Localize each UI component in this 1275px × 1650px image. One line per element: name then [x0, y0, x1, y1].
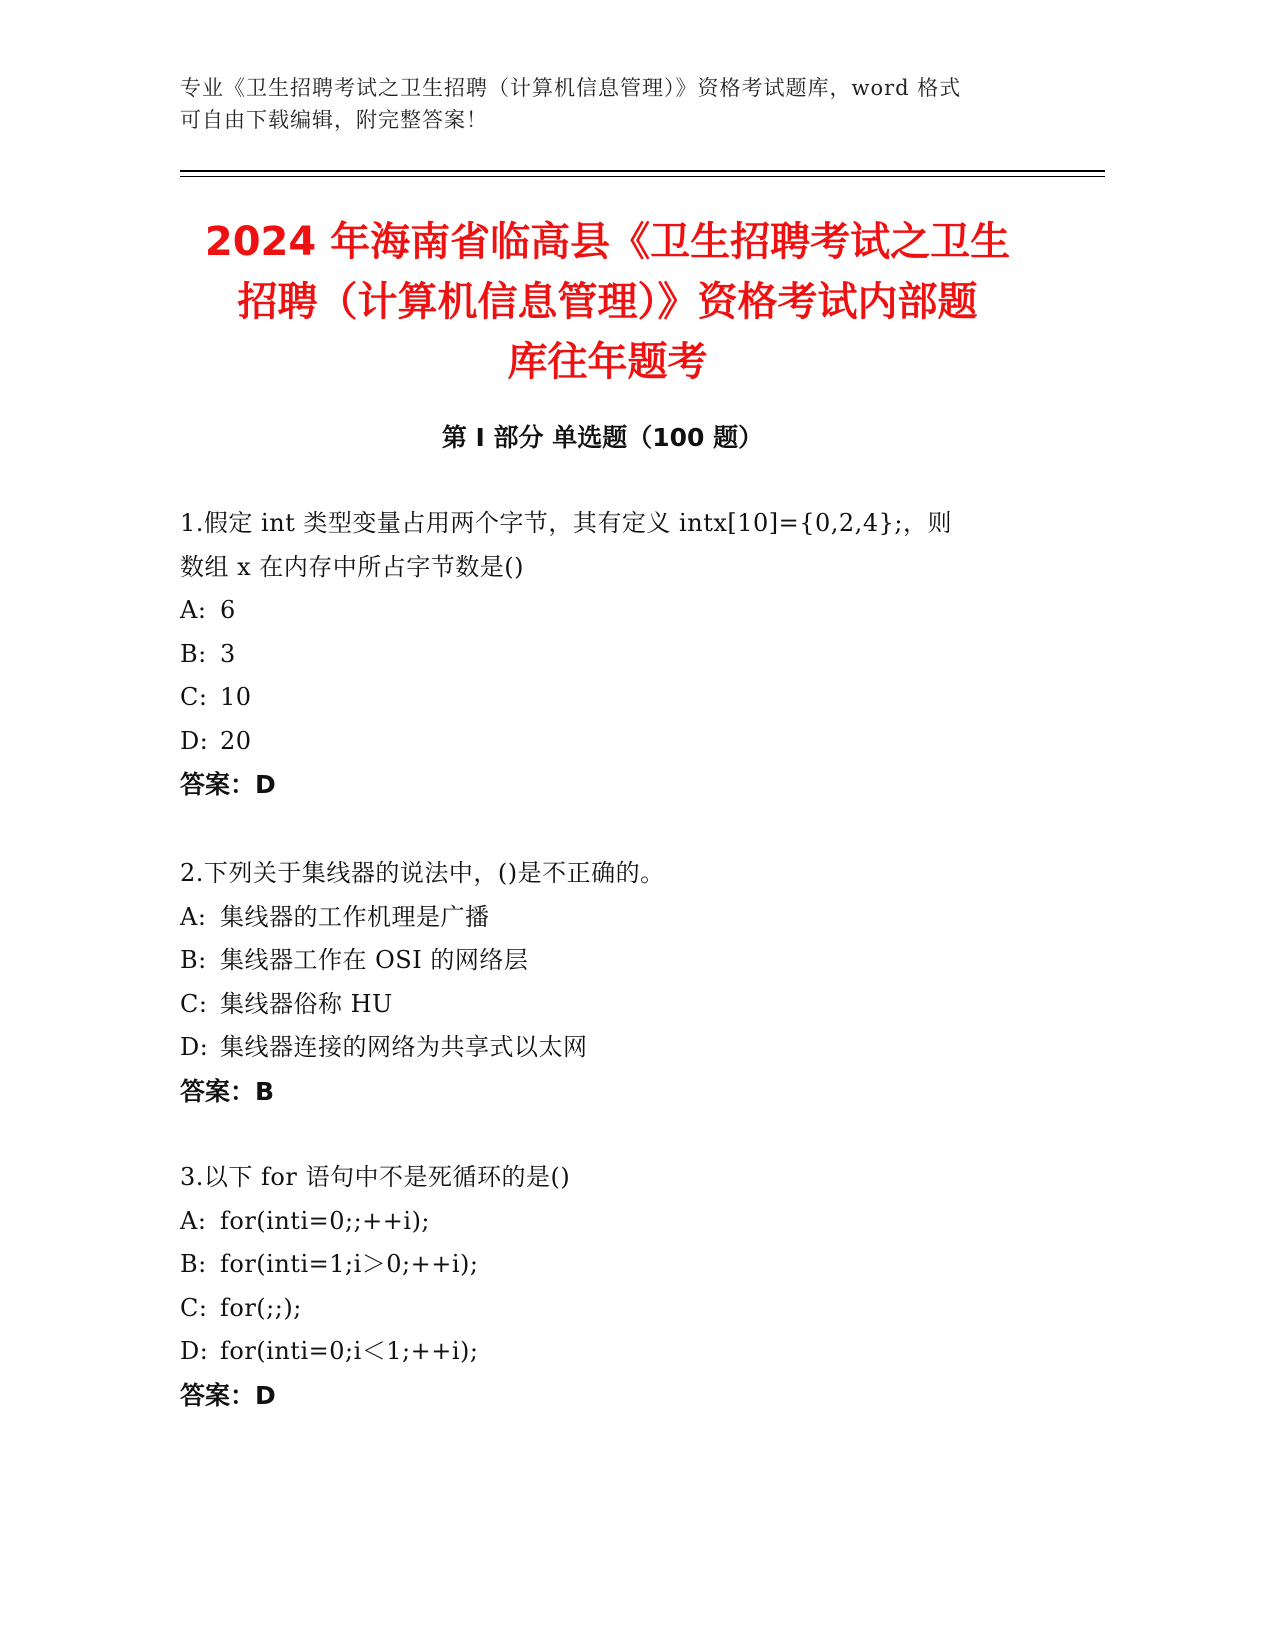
- option-key: D:: [180, 1033, 209, 1061]
- option-b: [180, 939, 1060, 983]
- header-note-line-2: 可自由下载编辑，附完整答案！: [180, 108, 488, 132]
- option-text: for(inti=0;i＜1;++i);: [220, 1337, 479, 1365]
- option-c: [180, 676, 1060, 720]
- question-stem-line: 3.以下 for 语句中不是死循环的是(): [180, 1163, 571, 1191]
- option-c: [180, 1287, 1060, 1331]
- header-divider-thin: [180, 176, 1105, 177]
- option-key: D:: [180, 1337, 209, 1365]
- option-d: [180, 1330, 1060, 1374]
- option-text: 集线器的工作机理是广播: [220, 902, 490, 931]
- answer: 答案：D: [180, 1380, 276, 1410]
- option-text: 集线器俗称 HU: [220, 989, 393, 1018]
- title-line-1: 2024 年海南省临高县《卫生招聘考试之卫生: [204, 219, 1011, 265]
- title-line-3: 库往年题考: [507, 339, 708, 385]
- option-a: [180, 896, 1060, 940]
- option-a: [180, 589, 1060, 633]
- option-text: for(inti=0;;++i);: [220, 1206, 431, 1235]
- question-2: [180, 852, 1060, 1113]
- question-1: [180, 502, 1060, 807]
- option-text: 20: [220, 726, 252, 755]
- question-3: [180, 1156, 1060, 1417]
- option-b: [180, 1243, 1060, 1287]
- option-d: [180, 1026, 1060, 1070]
- option-a: [180, 1200, 1060, 1244]
- option-text: for(inti=1;i＞0;++i);: [220, 1250, 479, 1278]
- header-note: [180, 72, 1060, 136]
- option-key: B:: [180, 639, 207, 668]
- header-note-line-1: 专业《卫生招聘考试之卫生招聘（计算机信息管理）》资格考试题库，word 格式: [180, 76, 962, 100]
- question-stem-line: 1.假定 int 类型变量占用两个字节，其有定义 intx[10]={0,2,4};，则: [180, 509, 952, 537]
- option-key: D:: [180, 726, 209, 755]
- option-text: for(;;);: [220, 1293, 302, 1322]
- option-b: [180, 633, 1060, 677]
- question-stem-line: 数组 x 在内存中所占字节数是(): [180, 552, 525, 581]
- answer: 答案：B: [180, 1076, 275, 1106]
- option-d: [180, 720, 1060, 764]
- section-title: 第 I 部分 单选题（100 题）: [441, 423, 764, 452]
- option-c: [180, 983, 1060, 1027]
- option-key: C:: [180, 1293, 208, 1322]
- option-key: C:: [180, 683, 208, 711]
- option-text: 3: [220, 639, 236, 668]
- option-text: 6: [220, 596, 236, 624]
- option-text: 集线器连接的网络为共享式以太网: [220, 1033, 588, 1061]
- option-text: 集线器工作在 OSI 的网络层: [220, 946, 529, 974]
- option-key: B:: [180, 1250, 207, 1278]
- option-key: A:: [180, 596, 207, 624]
- option-text: 10: [220, 683, 252, 711]
- answer: 答案：D: [180, 770, 276, 799]
- title-line-2: 招聘（计算机信息管理）》资格考试内部题: [237, 279, 978, 325]
- option-key: B:: [180, 946, 207, 974]
- document-title: [150, 212, 1065, 392]
- question-stem-line: 2.下列关于集线器的说法中，()是不正确的。: [180, 859, 665, 887]
- header-divider-thick: [180, 170, 1105, 172]
- option-key: A:: [180, 1206, 207, 1235]
- option-key: A:: [180, 902, 207, 931]
- option-key: C:: [180, 989, 208, 1018]
